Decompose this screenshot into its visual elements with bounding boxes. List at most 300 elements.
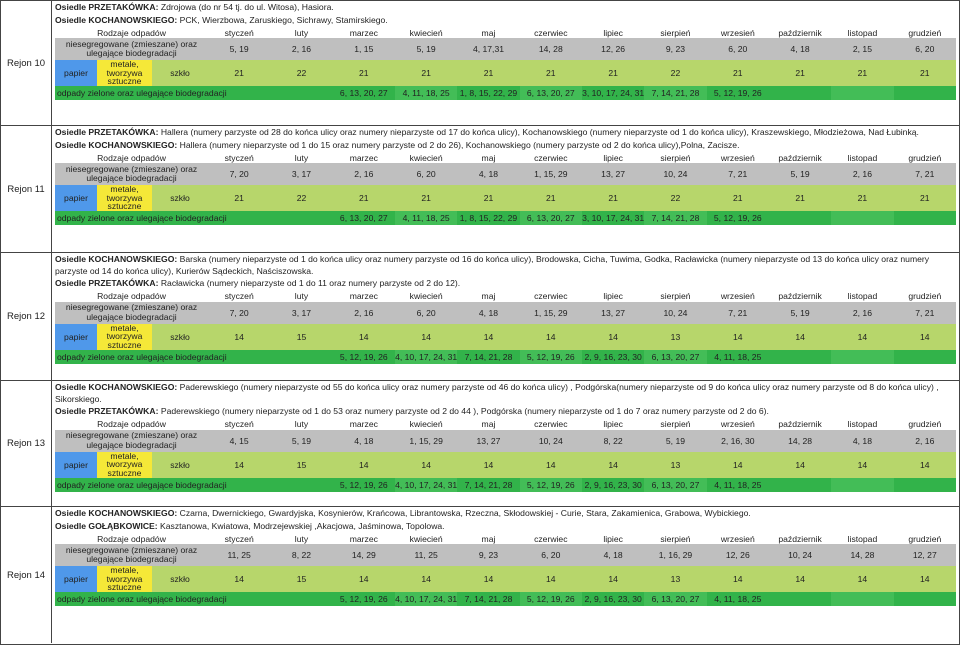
green-empty — [831, 350, 893, 364]
green-date: 6, 13, 20, 27 — [520, 86, 582, 100]
rejon-name: Rejon 14 — [1, 507, 52, 643]
mixed-date: 6, 20 — [395, 163, 457, 185]
szklo-date: 21 — [769, 60, 831, 86]
green-date: 5, 12, 19, 26 — [707, 211, 769, 225]
rejon-name: Rejon 13 — [1, 381, 52, 506]
month-header: grudzień — [908, 27, 942, 38]
green-date: 5, 12, 19, 26 — [520, 592, 582, 606]
month-header: luty — [294, 27, 309, 38]
green-date: 4, 11, 18, 25 — [707, 592, 769, 606]
month-header: grudzień — [908, 419, 942, 429]
szklo-date: 21 — [831, 185, 893, 211]
szklo-date: 22 — [270, 185, 332, 211]
street-list: Paderewskiego (numery nieparzyste od 55 do końca ulicy oraz numery parzyste od 46 do końca ulicy) , Podgórska(numery nieparzyste od 9 do końca ulicy oraz numery parzyste od 8 do końca ulicy) , Sikorskiego. — [55, 382, 939, 404]
green-date: 4, 10, 17, 24, 31 — [395, 594, 458, 604]
green-date: 1, 8, 15, 22, 29 — [457, 86, 519, 100]
month-header: maj — [481, 27, 496, 38]
szklo-date: 13 — [644, 566, 706, 592]
mixed-date: 7, 20 — [208, 163, 270, 185]
schedule-table — [55, 152, 956, 225]
month-header: kwiecień — [409, 533, 443, 544]
mixed-date: 13, 27 — [457, 430, 519, 452]
street-list: Czarna, Dwernickiego, Gwardyjska, Kosynierów, Krańcowa, Librantowska, Rzeczna, Skłodowskiej - Curie, Stara, Zakamienica, Grabowa, Wybickiego. — [177, 508, 751, 518]
area-description — [55, 382, 956, 405]
month-header: maj — [481, 533, 496, 544]
osiedle-name: Osiedle KOCHANOWSKIEGO: — [55, 14, 178, 25]
green-date: 5, 12, 19, 26 — [333, 592, 395, 606]
area-description — [55, 140, 956, 152]
mixed-date: 12, 26 — [582, 38, 644, 60]
month-header: lipiec — [603, 27, 623, 38]
mixed-date: 4, 18 — [457, 163, 519, 185]
szklo-date: 14 — [831, 324, 893, 350]
month-header: sierpień — [660, 419, 691, 429]
month-header: maj — [481, 419, 496, 429]
mixed-date: 14, 28 — [831, 544, 893, 566]
szklo-date: 14 — [582, 324, 644, 350]
mixed-date: 4, 15 — [208, 430, 270, 452]
month-header: listopad — [847, 291, 878, 301]
month-header: czerwiec — [534, 291, 568, 301]
szklo-date: 21 — [333, 185, 395, 211]
month-header: grudzień — [908, 291, 942, 301]
street-list: Hallera (numery parzyste od 28 do końca ulicy oraz numery nieparzyste od 17 do końca ulicy), Kochanowskiego (numery nieparzyste od 1 do końca ulicy), Kraszewskiego, Młodzieżowa, Nad Łubinką. — [158, 127, 919, 137]
szklo-date: 21 — [208, 60, 270, 86]
szklo-date: 14 — [894, 452, 956, 478]
schedule-table — [55, 291, 956, 364]
szklo-date: 21 — [831, 60, 893, 86]
szklo-date: 14 — [395, 566, 457, 592]
papier-label: papier — [55, 324, 97, 350]
szklo-date: 21 — [582, 185, 644, 211]
month-header: maj — [481, 291, 496, 301]
green-date: 6, 13, 20, 27 — [644, 592, 706, 606]
month-header: listopad — [847, 419, 878, 429]
month-header: styczeń — [224, 152, 254, 163]
szklo-date: 14 — [333, 566, 395, 592]
green-empty — [894, 86, 956, 100]
mixed-date: 8, 22 — [270, 544, 332, 566]
area-description — [55, 254, 956, 277]
szklo-date: 14 — [707, 452, 769, 478]
mixed-date: 1, 15, 29 — [395, 430, 457, 452]
szklo-date: 21 — [894, 185, 956, 211]
street-list: Zdrojowa (do nr 54 tj. do ul. Witosa), Hasiora. — [158, 2, 334, 12]
months-header-row — [55, 533, 956, 544]
schedule-table — [55, 419, 956, 492]
osiedle-name: Osiedle KOCHANOWSKIEGO: — [55, 254, 178, 264]
months-header-row — [55, 291, 956, 302]
rejon-name: Rejon 11 — [1, 126, 52, 252]
month-header: wrzesień — [720, 533, 755, 544]
mixed-date: 14, 28 — [769, 430, 831, 452]
osiedle-name: Osiedle PRZETAKÓWKA: — [55, 127, 159, 137]
waste-types-header: Rodzaje odpadów — [97, 419, 166, 429]
green-waste-label: odpady zielone oraz ulegające biodegradacji — [55, 350, 333, 364]
month-header: czerwiec — [534, 419, 568, 429]
waste-types-header: Rodzaje odpadów — [97, 533, 166, 544]
green-date: 5, 12, 19, 26 — [707, 86, 769, 100]
szklo-date: 14 — [457, 324, 519, 350]
mixed-date: 7, 21 — [707, 302, 769, 324]
mixed-date: 4, 18 — [457, 302, 519, 324]
green-date: 3, 10, 17, 24, 31 — [582, 213, 645, 223]
szklo-label: szkło — [152, 60, 208, 86]
mixed-date: 5, 19 — [769, 302, 831, 324]
mixed-date: 12, 26 — [707, 544, 769, 566]
mixed-date: 13, 27 — [582, 163, 644, 185]
szklo-date: 14 — [831, 566, 893, 592]
osiedle-name: Osiedle KOCHANOWSKIEGO: — [55, 382, 178, 392]
osiedle-name: Osiedle KOCHANOWSKIEGO: — [55, 139, 178, 150]
mixed-date: 14, 29 — [333, 544, 395, 566]
green-waste-label: odpady zielone oraz ulegające biodegradacji — [55, 478, 333, 492]
month-header: luty — [294, 419, 309, 429]
green-date: 5, 12, 19, 26 — [520, 478, 582, 492]
mixed-date: 6, 20 — [894, 38, 956, 60]
mixed-waste-label: niesegregowane (zmieszane) oraz ulegające biodegradacji — [55, 430, 208, 452]
rejon-section — [1, 1, 959, 126]
mixed-date: 3, 17 — [270, 302, 332, 324]
month-header: wrzesień — [720, 291, 755, 301]
month-header: październik — [778, 27, 822, 38]
szklo-date: 21 — [395, 60, 457, 86]
month-header: grudzień — [908, 152, 942, 163]
metale-label: metale, tworzywa sztuczne — [97, 452, 152, 478]
szklo-date: 21 — [894, 60, 956, 86]
mixed-date: 8, 22 — [582, 430, 644, 452]
month-header: listopad — [847, 152, 878, 163]
recycling-row — [55, 566, 956, 592]
month-header: luty — [294, 152, 309, 163]
month-header: sierpień — [660, 152, 691, 163]
month-header: styczeń — [224, 27, 254, 38]
mixed-date: 2, 16 — [333, 302, 395, 324]
month-header: październik — [778, 152, 822, 163]
mixed-date: 7, 21 — [894, 302, 956, 324]
szklo-date: 15 — [270, 324, 332, 350]
green-date: 6, 13, 20, 27 — [644, 478, 706, 492]
month-header: lipiec — [603, 291, 623, 301]
mixed-date: 9, 23 — [644, 38, 706, 60]
mixed-date: 2, 16 — [333, 163, 395, 185]
mixed-date: 2, 15 — [831, 38, 893, 60]
szklo-date: 22 — [644, 185, 706, 211]
szklo-date: 14 — [457, 452, 519, 478]
green-empty — [894, 592, 956, 606]
mixed-date: 2, 16 — [831, 302, 893, 324]
green-date: 7, 14, 21, 28 — [457, 350, 519, 364]
green-date: 6, 13, 20, 27 — [644, 350, 706, 364]
month-header: lipiec — [603, 533, 623, 544]
schedule-table — [55, 27, 956, 100]
street-list: Paderewskiego (numery nieparzyste od 1 do 53 oraz numery parzyste od 2 do 44 ), Podgórska (numery nieparzyste od 1 do 7 oraz numery parzyste od 2 do 6). — [158, 406, 769, 416]
green-date: 6, 13, 20, 27 — [333, 211, 395, 225]
papier-label: papier — [55, 185, 97, 211]
month-header: wrzesień — [720, 152, 755, 163]
green-empty — [769, 350, 831, 364]
mixed-waste-label: niesegregowane (zmieszane) oraz ulegające biodegradacji — [55, 302, 208, 324]
schedule-table — [55, 533, 956, 606]
szklo-label: szkło — [152, 185, 208, 211]
szklo-date: 21 — [395, 185, 457, 211]
mixed-waste-row — [55, 430, 956, 452]
green-date: 5, 12, 19, 26 — [333, 478, 395, 492]
szklo-date: 14 — [894, 324, 956, 350]
month-header: lipiec — [603, 152, 623, 163]
month-header: listopad — [847, 533, 878, 544]
green-empty — [894, 350, 956, 364]
month-header: wrzesień — [720, 27, 755, 38]
green-date: 4, 10, 17, 24, 31 — [395, 479, 458, 490]
osiedle-name: Osiedle GOŁĄBKOWICE: — [55, 520, 158, 531]
metale-label: metale, tworzywa sztuczne — [97, 60, 152, 86]
waste-types-header: Rodzaje odpadów — [97, 152, 166, 163]
mixed-date: 14, 28 — [520, 38, 582, 60]
osiedle-name: Osiedle KOCHANOWSKIEGO: — [55, 508, 178, 518]
mixed-date: 1, 15, 29 — [520, 163, 582, 185]
szklo-date: 14 — [395, 324, 457, 350]
mixed-date: 5, 19 — [395, 38, 457, 60]
month-header: luty — [294, 533, 309, 544]
green-date: 3, 10, 17, 24, 31 — [582, 88, 645, 98]
mixed-date: 2, 16 — [894, 430, 956, 452]
rejon-section — [1, 126, 959, 253]
green-date: 4, 11, 18, 25 — [395, 211, 457, 225]
rejon-body — [52, 1, 959, 125]
street-list: PCK, Wierzbowa, Zaruskiego, Sichrawy, Stamirskiego. — [177, 14, 388, 25]
street-list: Racławicka (numery nieparzyste od 1 do 11 oraz numery parzyste od 2 do 12). — [158, 278, 461, 288]
szklo-date: 14 — [894, 566, 956, 592]
szklo-label: szkło — [152, 566, 208, 592]
area-description — [55, 406, 956, 418]
month-header: wrzesień — [720, 419, 755, 429]
month-header: styczeń — [224, 291, 254, 301]
month-header: marzec — [349, 291, 378, 301]
rejon-body — [52, 126, 959, 252]
month-header: październik — [778, 291, 822, 301]
mixed-date: 5, 19 — [208, 38, 270, 60]
mixed-date: 7, 20 — [208, 302, 270, 324]
szklo-date: 14 — [769, 452, 831, 478]
szklo-date: 14 — [333, 452, 395, 478]
area-description — [55, 521, 956, 533]
rejon-name: Rejon 10 — [1, 1, 52, 125]
month-header: październik — [778, 533, 822, 544]
green-date: 2, 9, 16, 23, 30 — [582, 350, 644, 364]
mixed-date: 6, 20 — [707, 38, 769, 60]
recycling-row — [55, 185, 956, 211]
rejon-body — [52, 507, 959, 643]
green-date: 7, 14, 21, 28 — [457, 592, 519, 606]
green-empty — [769, 211, 831, 225]
month-header: lipiec — [603, 419, 623, 429]
green-waste-row — [55, 86, 956, 100]
green-empty — [894, 211, 956, 225]
months-header-row — [55, 27, 956, 38]
mixed-date: 4, 18 — [769, 38, 831, 60]
recycling-row — [55, 324, 956, 350]
mixed-date: 2, 16, 30 — [707, 430, 769, 452]
papier-label: papier — [55, 60, 97, 86]
mixed-date: 5, 19 — [270, 430, 332, 452]
green-waste-row — [55, 350, 956, 364]
szklo-date: 14 — [707, 324, 769, 350]
month-header: marzec — [349, 152, 378, 163]
green-empty — [831, 478, 893, 492]
metale-label: metale, tworzywa sztuczne — [97, 185, 152, 211]
szklo-date: 15 — [270, 452, 332, 478]
green-date: 6, 13, 20, 27 — [333, 86, 395, 100]
rejon-section — [1, 253, 959, 381]
street-list: Barska (numery nieparzyste od 1 do końca ulicy oraz numery parzyste od 16 do końca ulicy), Brodowska, Cicha, Tuwima, Godka, Racławicka (numery nieparzyste od 13 do końca ulicy oraz numery parzyste od 14 do końca ulicy), Kurierów Sądeckich, Naściszowska. — [55, 254, 930, 276]
green-waste-row — [55, 478, 956, 492]
green-empty — [831, 86, 893, 100]
green-waste-label: odpady zielone oraz ulegające biodegradacji — [55, 86, 333, 100]
area-description — [55, 508, 956, 520]
area-description — [55, 127, 956, 139]
month-header: kwiecień — [409, 27, 443, 38]
mixed-date: 12, 27 — [894, 544, 956, 566]
green-date: 1, 8, 15, 22, 29 — [457, 211, 519, 225]
green-empty — [894, 478, 956, 492]
mixed-date: 10, 24 — [520, 430, 582, 452]
mixed-date: 13, 27 — [582, 302, 644, 324]
month-header: czerwiec — [534, 152, 568, 163]
metale-label: metale, tworzywa sztuczne — [97, 324, 152, 350]
green-empty — [831, 592, 893, 606]
area-description — [55, 2, 956, 14]
mixed-date: 5, 19 — [644, 430, 706, 452]
green-date: 4, 11, 18, 25 — [395, 86, 457, 100]
mixed-date: 4, 18 — [831, 430, 893, 452]
szklo-date: 21 — [457, 185, 519, 211]
green-empty — [769, 478, 831, 492]
mixed-date: 10, 24 — [644, 302, 706, 324]
osiedle-name: Osiedle PRZETAKÓWKA: — [55, 2, 159, 12]
szklo-date: 14 — [208, 566, 270, 592]
mixed-date: 1, 15, 29 — [520, 302, 582, 324]
mixed-date: 6, 20 — [395, 302, 457, 324]
mixed-date: 7, 21 — [707, 163, 769, 185]
month-header: marzec — [349, 27, 378, 38]
szklo-date: 21 — [333, 60, 395, 86]
osiedle-name: Osiedle PRZETAKÓWKA: — [55, 278, 159, 288]
mixed-waste-row — [55, 544, 956, 566]
mixed-date: 7, 21 — [894, 163, 956, 185]
month-header: marzec — [349, 533, 378, 544]
mixed-date: 4, 18 — [582, 544, 644, 566]
szklo-label: szkło — [152, 452, 208, 478]
szklo-date: 14 — [582, 566, 644, 592]
szklo-date: 22 — [270, 60, 332, 86]
mixed-date: 1, 15 — [333, 38, 395, 60]
szklo-date: 21 — [769, 185, 831, 211]
szklo-date: 21 — [582, 60, 644, 86]
szklo-date: 22 — [644, 60, 706, 86]
months-header-row — [55, 152, 956, 163]
mixed-date: 2, 16 — [270, 38, 332, 60]
green-date: 5, 12, 19, 26 — [333, 350, 395, 364]
green-empty — [769, 592, 831, 606]
szklo-date: 14 — [582, 452, 644, 478]
green-waste-row — [55, 211, 956, 225]
szklo-date: 14 — [457, 566, 519, 592]
mixed-date: 11, 25 — [395, 544, 457, 566]
recycling-row — [55, 60, 956, 86]
szklo-date: 14 — [831, 452, 893, 478]
month-header: styczeń — [224, 533, 254, 544]
area-description — [55, 278, 956, 290]
szklo-date: 21 — [457, 60, 519, 86]
mixed-date: 10, 24 — [644, 163, 706, 185]
green-waste-label: odpady zielone oraz ulegające biodegradacji — [55, 211, 333, 225]
month-header: kwiecień — [409, 291, 443, 301]
szklo-date: 14 — [208, 452, 270, 478]
osiedle-name: Osiedle PRZETAKÓWKA: — [55, 406, 159, 416]
street-list: Kasztanowa, Kwiatowa, Modrzejewskiej ,Akacjowa, Jaśminowa, Topolowa. — [157, 520, 445, 531]
metale-label: metale, tworzywa sztuczne — [97, 566, 152, 592]
green-empty — [769, 86, 831, 100]
month-header: czerwiec — [534, 27, 568, 38]
month-header: sierpień — [660, 27, 691, 38]
rejon-body — [52, 381, 959, 506]
szklo-date: 21 — [520, 185, 582, 211]
green-date: 4, 11, 18, 25 — [707, 478, 769, 492]
green-date: 7, 14, 21, 28 — [457, 478, 519, 492]
mixed-date: 11, 25 — [208, 544, 270, 566]
szklo-date: 14 — [333, 324, 395, 350]
month-header: maj — [481, 152, 496, 163]
mixed-date: 2, 16 — [831, 163, 893, 185]
szklo-date: 14 — [769, 324, 831, 350]
green-waste-label: odpady zielone oraz ulegające biodegradacji — [55, 592, 333, 606]
green-date: 7, 14, 21, 28 — [644, 211, 706, 225]
szklo-date: 21 — [707, 185, 769, 211]
green-date: 2, 9, 16, 23, 30 — [582, 592, 644, 606]
month-header: kwiecień — [409, 419, 443, 429]
szklo-label: szkło — [152, 324, 208, 350]
month-header: grudzień — [908, 533, 942, 544]
szklo-date: 14 — [395, 452, 457, 478]
green-date: 5, 12, 19, 26 — [520, 350, 582, 364]
mixed-date: 4, 17,31 — [457, 38, 519, 60]
papier-label: papier — [55, 566, 97, 592]
month-header: kwiecień — [409, 152, 443, 163]
mixed-date: 6, 20 — [520, 544, 582, 566]
szklo-date: 14 — [520, 324, 582, 350]
green-date: 4, 10, 17, 24, 31 — [395, 351, 458, 362]
area-description — [55, 15, 956, 27]
mixed-date: 9, 23 — [457, 544, 519, 566]
mixed-date: 4, 18 — [333, 430, 395, 452]
mixed-date: 10, 24 — [769, 544, 831, 566]
szklo-date: 14 — [769, 566, 831, 592]
szklo-date: 15 — [270, 566, 332, 592]
rejon-section — [1, 507, 959, 643]
papier-label: papier — [55, 452, 97, 478]
month-header: styczeń — [224, 419, 254, 429]
month-header: luty — [294, 291, 309, 301]
mixed-date: 3, 17 — [270, 163, 332, 185]
month-header: marzec — [349, 419, 378, 429]
month-header: sierpień — [660, 533, 691, 544]
szklo-date: 14 — [520, 452, 582, 478]
szklo-date: 21 — [208, 185, 270, 211]
green-date: 7, 14, 21, 28 — [644, 86, 706, 100]
mixed-waste-label: niesegregowane (zmieszane) oraz ulegające biodegradacji — [55, 163, 208, 185]
mixed-waste-row — [55, 302, 956, 324]
